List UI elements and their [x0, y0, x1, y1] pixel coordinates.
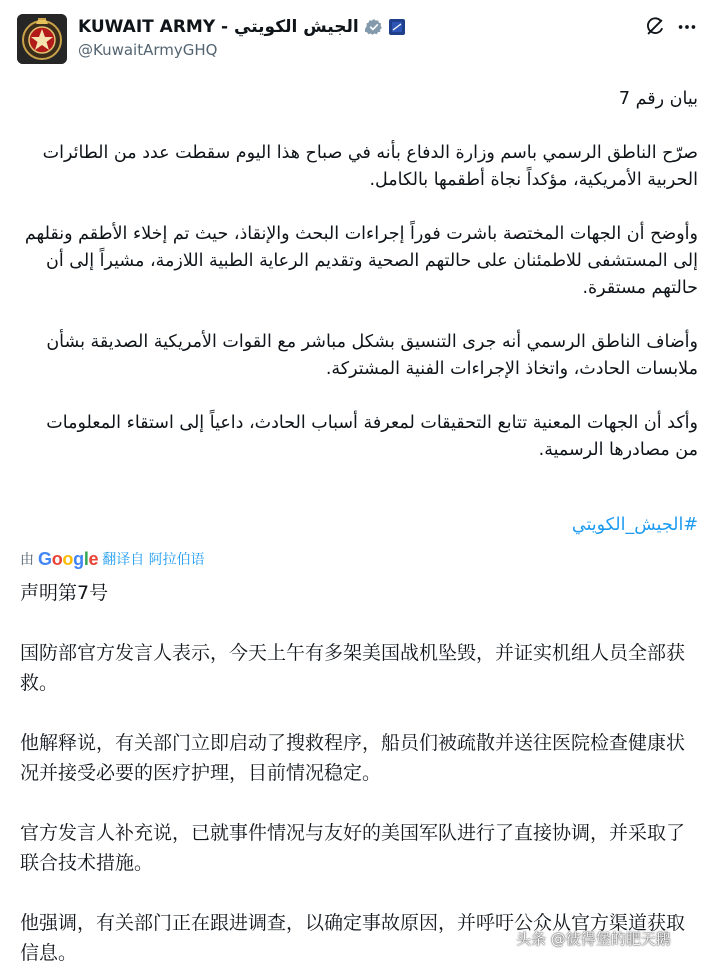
paragraph-arabic: وأوضح أن الجهات المختصة باشرت فوراً إجراءات البحث والإنقاذ، حيث تم إخلاء الأطقم ونقلهم إلى المستشفى للاطمئنان على حالتهم الصحية وتقديم الرعاية الطبية اللازمة، مشيراً إلى أن حالتهم مستقرة.	[24, 224, 698, 298]
paragraph-arabic: صرّح الناطق الرسمي باسم وزارة الدفاع بأنه في صباح هذا اليوم سقطت عدد من الطائرات الحربية الأمريكية، مؤكداً نجاة أطقمها بالكامل.	[42, 143, 698, 190]
verified-badge-icon	[365, 18, 383, 36]
translation-attribution	[20, 548, 205, 570]
kuwait-flag-icon	[389, 19, 405, 35]
paragraph-translated: 官方发言人补充说，已就事件情况与友好的美国军队进行了直接协调，并采取了联合技术措施。	[20, 822, 686, 874]
post-text-arabic	[20, 86, 698, 491]
translated-by-label: 由	[20, 552, 34, 568]
post-header	[0, 0, 714, 70]
watermark: 头条 @彼得堡的肥天鹅	[516, 930, 671, 948]
display-name[interactable]: KUWAIT ARMY - الجيش الكويتي	[78, 17, 359, 37]
google-logo: Google	[38, 548, 99, 569]
statement-heading-arabic: بيان رقم 7	[618, 89, 698, 109]
kuwait-army-emblem	[17, 14, 67, 64]
avatar[interactable]	[17, 14, 67, 64]
grok-icon[interactable]	[644, 16, 666, 38]
paragraph-arabic: وأكد أن الجهات المعنية تتابع التحقيقات لمعرفة أسباب الحادث، داعياً إلى استقاء المعلومات من مصادرها الرسمية.	[46, 413, 698, 460]
translated-from-link[interactable]: 翻译自 阿拉伯语	[102, 552, 205, 568]
post-text-translated	[20, 578, 700, 965]
hashtag-link[interactable]: #الجيش_الكويتي	[571, 515, 698, 535]
paragraph-translated: 他解释说，有关部门立即启动了搜救程序，船员们被疏散并送往医院检查健康状况并接受必要的医疗护理，目前情况稳定。	[20, 732, 686, 784]
handle[interactable]: @KuwaitArmyGHQ	[78, 41, 218, 59]
paragraph-arabic: وأضاف الناطق الرسمي أنه جرى التنسيق بشكل مباشر مع القوات الأمريكية الصديقة بشأن ملابسات الحادث، واتخاذ الإجراءات الفنية المشتركة.	[46, 332, 698, 379]
statement-heading-translated: 声明第7号	[20, 582, 109, 604]
paragraph-translated: 国防部官方发言人表示，今天上午有多架美国战机坠毁，并证实机组人员全部获救。	[20, 642, 686, 694]
name-row	[78, 15, 405, 39]
paragraph-translated: 他强调，有关部门正在跟进调查，以确定事故原因，并呼吁公众从官方渠道获取信息。	[20, 912, 686, 964]
more-icon[interactable]	[676, 16, 698, 38]
